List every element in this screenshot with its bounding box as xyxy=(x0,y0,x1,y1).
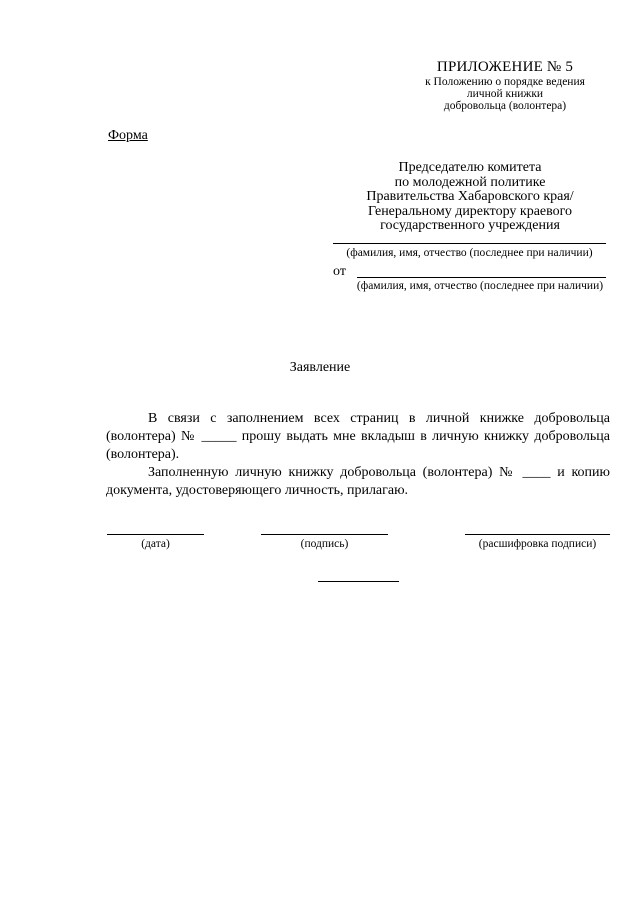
transcript-line[interactable] xyxy=(465,534,610,535)
addressee-line-3: Правительства Хабаровского края/ xyxy=(366,189,574,204)
signature-line[interactable] xyxy=(261,534,388,535)
addressee-line-4: Генеральному директору краевого xyxy=(367,203,573,219)
statement-body xyxy=(106,410,610,500)
date-line[interactable] xyxy=(107,534,204,535)
sender-name-line[interactable] xyxy=(357,277,606,278)
appendix-line-1: к Положению о порядке ведения xyxy=(425,76,585,88)
date-caption: (дата) xyxy=(141,538,170,550)
signature-caption: (подпись) xyxy=(300,538,349,550)
addressee-line-5: государственного учреждения xyxy=(380,218,560,233)
appendix-line-2: личной книжки xyxy=(466,88,544,100)
transcript-caption: (расшифровка подписи) xyxy=(478,538,597,550)
document-title: Заявление xyxy=(289,360,351,375)
recipient-name-line[interactable] xyxy=(333,243,606,244)
form-label: Форма xyxy=(108,128,148,143)
from-label: от xyxy=(333,264,346,279)
appendix-line-3: добровольца (волонтера) xyxy=(443,100,567,112)
addressee-block xyxy=(340,161,600,234)
statement-paragraph-1: В связи с заполнением всех страниц в личной книжке добровольца (волонтера) № _____ прошу выдать мне вкладыш в личную книжку добровольца (волонтера). xyxy=(106,411,610,462)
appendix-header xyxy=(395,58,615,112)
sender-name-hint: (фамилия, имя, отчество (последнее при наличии) xyxy=(356,280,604,292)
addressee-line-2: по молодежной политике xyxy=(394,174,546,190)
recipient-name-hint: (фамилия, имя, отчество (последнее при наличии) xyxy=(346,247,593,259)
appendix-title: ПРИЛОЖЕНИЕ № 5 xyxy=(436,59,574,75)
statement-paragraph-2: Заполненную личную книжку добровольца (волонтера) № ____ и копию документа, удостоверяющего личность, прилагаю. xyxy=(106,465,610,498)
closing-separator-line xyxy=(318,581,399,582)
addressee-line-1: Председателю комитета xyxy=(398,160,542,175)
